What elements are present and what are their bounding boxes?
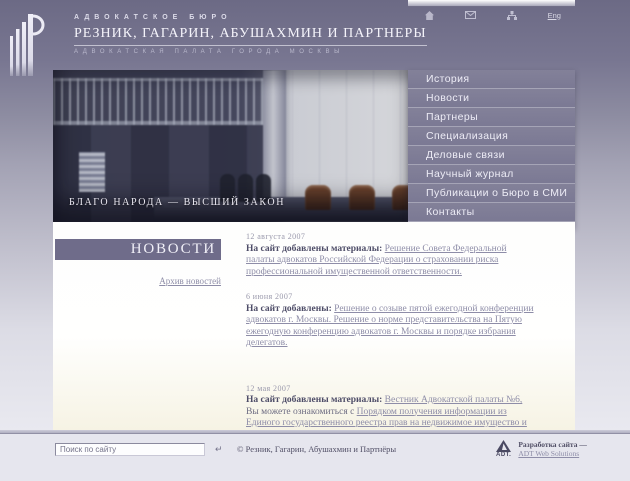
brand-tagline-top: АДВОКАТСКОЕ БЮРО [74, 14, 232, 21]
news-mid: Вы можете ознакомиться с [246, 406, 355, 417]
home-icon[interactable] [425, 11, 434, 20]
search-submit-icon[interactable]: ↵ [215, 444, 223, 454]
credit-label: Разработка сайта — [518, 440, 587, 449]
mail-icon[interactable] [465, 11, 476, 19]
news-section-title: НОВОСТИ [55, 239, 221, 260]
menu-item-news[interactable]: Новости [408, 89, 575, 108]
utility-bar [408, 9, 575, 21]
adt-logo[interactable] [496, 440, 511, 459]
columns-p-logo-graphic [8, 12, 58, 78]
copyright-text: © Резник, Гагарин, Абушахмин и Партнёры [237, 444, 397, 454]
news-lead: На сайт добавлены материалы: [246, 243, 383, 254]
news-link[interactable]: Порядком получения информации из Единого государственного реестра прав на недвижимое имущество и [246, 406, 527, 428]
search-input[interactable] [55, 443, 205, 456]
archive-link-row [55, 271, 221, 289]
brand-title: РЕЗНИК, ГАГАРИН, АБУШАХМИН И ПАРТНЕРЫ [74, 26, 427, 46]
menu-item-partners[interactable]: Партнеры [408, 108, 575, 127]
brand-block [74, 14, 427, 55]
news-archive-link[interactable]: Архив новостей [159, 276, 221, 286]
hero-motto: БЛАГО НАРОДА — ВЫСШИЙ ЗАКОН [69, 197, 286, 208]
footer [0, 434, 630, 481]
menu-item-press[interactable]: Публикации о Бюро в СМИ [408, 184, 575, 203]
menu-item-contacts[interactable]: Контакты [408, 203, 575, 222]
firm-logo[interactable] [8, 12, 58, 78]
news-date: 12 мая 2007 [246, 383, 291, 393]
menu-item-specialization[interactable]: Специализация [408, 127, 575, 146]
menu-item-journal[interactable]: Научный журнал [408, 165, 575, 184]
topbar-decor-strip [408, 0, 575, 7]
news-lead: На сайт добавлены материалы: [246, 395, 383, 405]
news-date: 6 июня 2007 [246, 292, 293, 301]
credit-text-block [518, 440, 586, 459]
hero-photo [53, 70, 415, 222]
sitemap-icon[interactable] [507, 11, 517, 20]
brand-tagline-bottom: АДВОКАТСКАЯ ПАЛАТА ГОРОДА МОСКВЫ [74, 49, 345, 55]
news-link[interactable]: Решение о созыве пятой ежегодной конференции адвокатов г. Москвы. Решение о норме представительства на Пятую ежегодную конференцию адвокатов г. Москвы и порядке избрания делегатов. [246, 303, 534, 348]
content-panel [53, 222, 575, 430]
adt-triangle-icon [496, 440, 511, 452]
news-list [246, 231, 534, 454]
developer-credit [496, 440, 587, 459]
main-menu [408, 70, 575, 228]
credit-link[interactable]: ADT Web Solutions [518, 449, 580, 458]
news-link[interactable]: Решение Совета Федеральной палаты адвокатов Российской Федерации о страховании риска профессиональной имущественной ответственности. [246, 243, 507, 277]
news-lead: На сайт добавлены: [246, 303, 332, 314]
news-item [246, 231, 534, 278]
language-link-eng[interactable]: Eng [547, 10, 561, 20]
news-link[interactable]: Вестник Адвокатской палаты №6, [384, 395, 523, 405]
news-date: 12 августа 2007 [246, 232, 306, 241]
news-item [246, 291, 534, 350]
adt-logo-text: ADT. [496, 452, 512, 458]
menu-item-history[interactable]: История [408, 70, 575, 89]
menu-item-business-ties[interactable]: Деловые связи [408, 146, 575, 165]
